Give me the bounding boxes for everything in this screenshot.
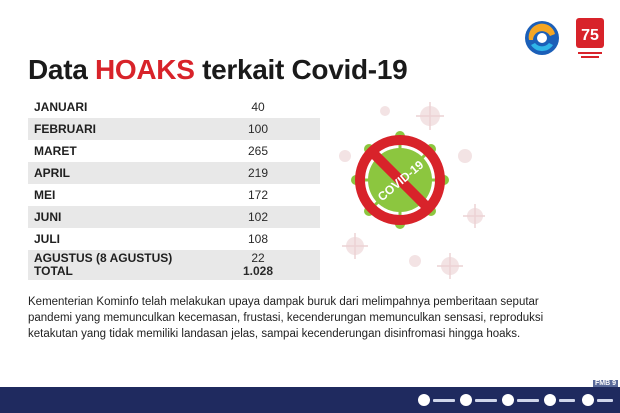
social-handle — [433, 399, 455, 402]
social-web[interactable] — [502, 393, 539, 407]
row-value: 108 — [247, 232, 269, 246]
row-month: MEI — [34, 188, 56, 202]
row-month: JUNI — [34, 210, 62, 224]
row-value-last — [228, 252, 288, 278]
instagram-icon — [460, 394, 472, 406]
page-title — [28, 54, 407, 86]
title-suffix: terkait Covid-19 — [194, 54, 408, 85]
row-value: 100 — [247, 122, 269, 136]
row-value: 172 — [247, 188, 269, 202]
last-month-label: AGUSTUS (8 AGUSTUS) — [34, 251, 173, 265]
table-row-total — [28, 250, 320, 280]
social-handle — [597, 399, 613, 402]
total-label: TOTAL — [34, 264, 73, 278]
twitter-icon — [418, 394, 430, 406]
table-row — [28, 140, 320, 162]
row-month: JULI — [34, 232, 61, 246]
header-logos — [522, 16, 610, 60]
social-handle — [475, 399, 497, 402]
row-month: JANUARI — [34, 100, 88, 114]
covid-virus-icon — [351, 131, 449, 229]
youtube-icon — [582, 394, 594, 406]
table-row — [28, 96, 320, 118]
row-month-last — [34, 252, 172, 278]
social-facebook[interactable] — [544, 393, 575, 407]
row-value: 40 — [251, 100, 265, 114]
total-value: 1.028 — [242, 264, 274, 278]
table-row — [28, 228, 320, 250]
table-row — [28, 184, 320, 206]
social-instagram[interactable] — [460, 393, 497, 407]
title-highlight: HOAKS — [94, 54, 195, 85]
row-month: APRIL — [34, 166, 70, 180]
fmb-badge: FMB 9 — [595, 380, 616, 387]
footer-bar — [0, 387, 620, 413]
hoax-data-table — [28, 96, 320, 280]
covid-label: COVID-19 — [374, 157, 427, 204]
social-youtube[interactable] — [582, 393, 613, 407]
web-icon — [502, 394, 514, 406]
svg-text:75: 75 — [581, 27, 599, 44]
table-row — [28, 162, 320, 184]
description-paragraph: Kementerian Kominfo telah melakukan upaya dampak buruk dari melimpahnya pemberitaan seputar pandemi yang memunculkan kecemasan, frustasi, kecenderungan memunculkan sensasi, reproduksi ketakutan yang tidak memiliki landasan jelas, sampai kecenderungan disinfromasi hingga hoaks. — [28, 296, 544, 340]
table-row — [28, 206, 320, 228]
social-handle — [559, 399, 575, 402]
social-handle — [517, 399, 539, 402]
row-value: 219 — [247, 166, 269, 180]
row-value: 102 — [247, 210, 269, 224]
row-month: FEBRUARI — [34, 122, 96, 136]
facebook-icon — [544, 394, 556, 406]
covid-illustration — [325, 96, 485, 286]
table-row — [28, 118, 320, 140]
social-twitter[interactable] — [418, 393, 455, 407]
ri-75-logo-icon — [572, 16, 608, 60]
row-value: 265 — [247, 144, 269, 158]
last-month-value: 22 — [251, 251, 265, 265]
kominfo-logo-icon — [522, 18, 562, 58]
title-prefix: Data — [28, 54, 95, 85]
row-month: MARET — [34, 144, 77, 158]
